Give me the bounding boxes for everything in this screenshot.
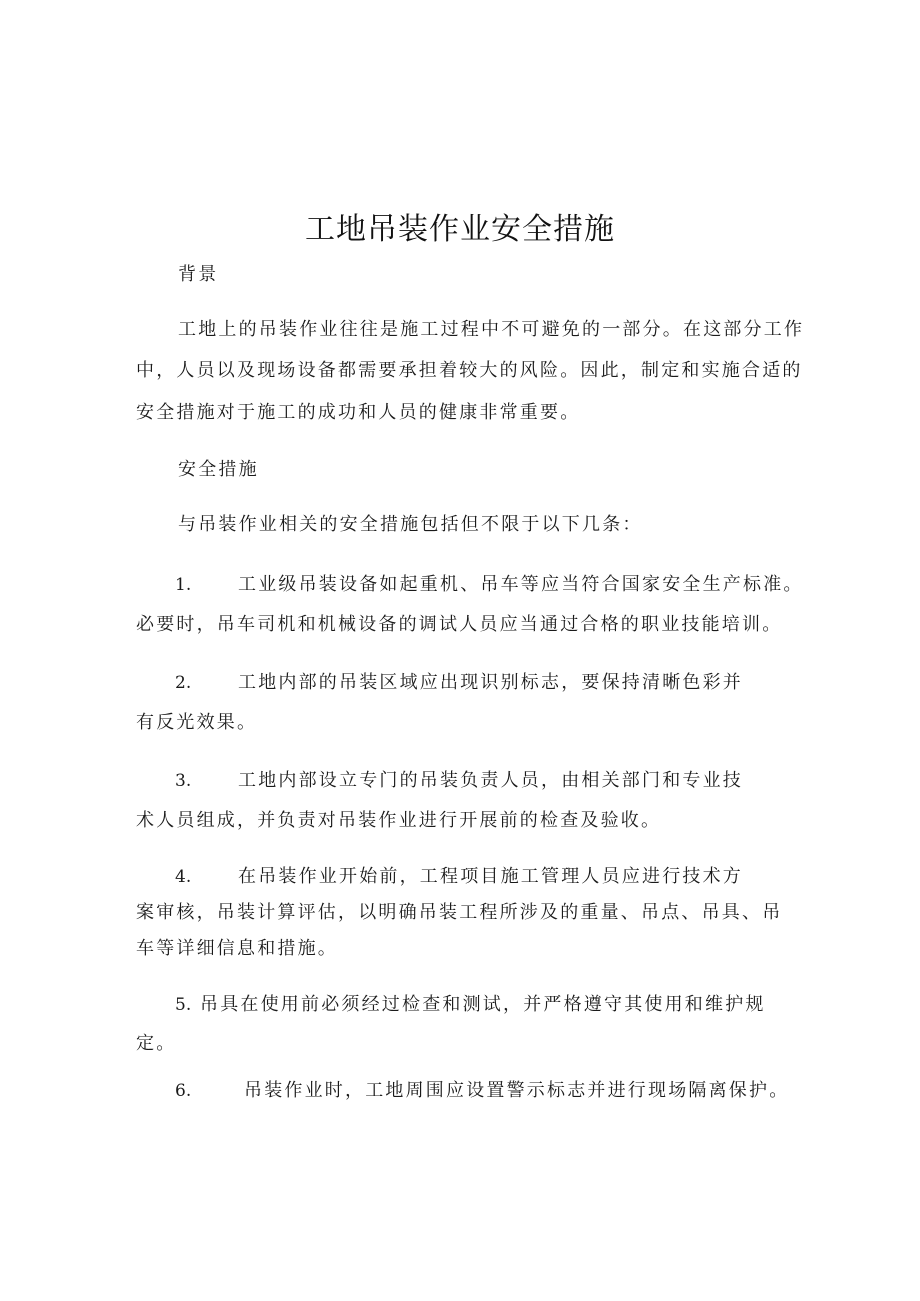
item-text-line: 有反光效果。 [136, 712, 258, 733]
item-text-line: 车等详细信息和措施。 [136, 938, 338, 959]
measures-heading: 安全措施 [178, 459, 259, 480]
background-paragraph-line: 安全措施对于施工的成功和人员的健康非常重要。 [136, 402, 581, 423]
measures-intro: 与吊装作业相关的安全措施包括但不限于以下几条： [178, 514, 643, 535]
item-text-line: 定。 [136, 1033, 177, 1054]
item-text-line: 吊具在使用前必须经过检查和测试，并严格遵守其使用和维护规 [200, 994, 766, 1015]
item-text-line: 吊装作业时，工地周围应设置警示标志并进行现场隔离保护。 [244, 1080, 790, 1101]
background-heading: 背景 [178, 264, 219, 285]
item-number: 3. [175, 771, 192, 791]
item-number: 5. [175, 995, 192, 1015]
item-text-line: 工业级吊装设备如起重机、吊车等应当符合国家安全生产标准。 [238, 574, 804, 595]
item-number: 6. [175, 1081, 192, 1101]
item-number: 2. [175, 673, 192, 693]
item-number: 1. [175, 575, 192, 595]
item-text-line: 在吊装作业开始前，工程项目施工管理人员应进行技术方 [238, 866, 743, 887]
item-text-line: 工地内部的吊装区域应出现识别标志，要保持清晰色彩并 [238, 672, 743, 693]
item-text-line: 术人员组成，并负责对吊装作业进行开展前的检查及验收。 [136, 810, 662, 831]
item-number: 4. [175, 867, 192, 887]
background-paragraph-line: 中，人员以及现场设备都需要承担着较大的风险。因此，制定和实施合适的 [136, 360, 803, 381]
background-paragraph-line: 工地上的吊装作业往往是施工过程中不可避免的一部分。在这部分工作 [178, 319, 805, 340]
item-text-line: 工地内部设立专门的吊装负责人员，由相关部门和专业技 [238, 770, 743, 791]
item-text-line: 案审核，吊装计算评估，以明确吊装工程所涉及的重量、吊点、吊具、吊 [136, 902, 783, 923]
document-title: 工地吊装作业安全措施 [305, 212, 615, 247]
item-text-line: 必要时，吊车司机和机械设备的调试人员应当通过合格的职业技能培训。 [136, 614, 783, 635]
